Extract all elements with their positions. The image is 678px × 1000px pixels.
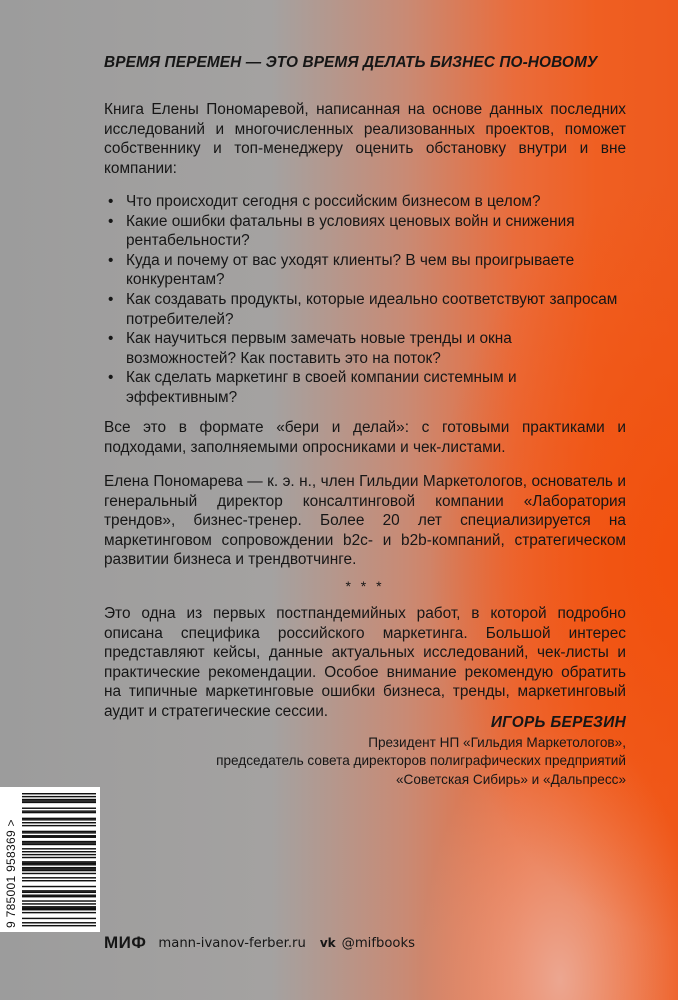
- barcode-bar: [22, 796, 96, 797]
- barcode-bar: [22, 822, 96, 823]
- reviewer-role-line: Президент НП «Гильдия Маркетологов»,: [368, 735, 626, 750]
- review-paragraph: Это одна из первых постпандемийных работ, в которой подробно описана специфика российского маркетинга. Большой интерес представляют кейсы, данные актуальных исследований, чек-листы и практические рекомендации. Особое внимание рекомендую обратить на типичные маркетинговые ошибки бизнеса, тренды, маркетинговый аудит и стратегические сессии.: [104, 605, 626, 720]
- barcode-bar: [22, 873, 96, 874]
- barcode-bar: [22, 844, 96, 845]
- bullet-dot: •: [108, 369, 114, 387]
- bullet-dot: •: [108, 193, 114, 210]
- barcode-bar: [22, 802, 96, 803]
- barcode-bar: [22, 799, 96, 800]
- barcode-bar: [22, 867, 96, 868]
- question-item: [104, 329, 626, 368]
- barcode-bar: [22, 863, 96, 864]
- barcode-bar: [22, 886, 96, 887]
- question-text: Как создавать продукты, которые идеально соответствуют запросам потребителей?: [126, 290, 618, 328]
- barcode-bar: [22, 868, 96, 869]
- author-paragraph: Елена Пономарева — к. э. н., член Гильдии Маркетологов, основатель и генеральный директор консалтинговой компании «Лаборатория трендов», бизнес-тренер. Более 20 лет специализируется на маркетинговом сопровождении b2c- и b2b-компаний, стратегическом развитии бизнеса и трендвотчинге.: [104, 473, 626, 569]
- publisher-logo: МИФ: [104, 933, 147, 952]
- barcode-bar: [22, 909, 96, 910]
- barcode-bar: [22, 890, 96, 891]
- isbn-barcode: [0, 787, 100, 932]
- question-list: [104, 192, 626, 408]
- bullet-dot: •: [108, 330, 114, 348]
- barcode-bar: [22, 808, 96, 809]
- question-item: [104, 192, 626, 212]
- format-paragraph: Все это в формате «бери и делай»: с готовыми практиками и подходами, заполняемыми опросниками и чек-листами.: [104, 419, 626, 456]
- barcode-bar: [22, 793, 96, 794]
- barcode-bar: [22, 877, 96, 878]
- publisher-url: mann-ivanov-ferber.ru: [158, 935, 306, 951]
- barcode-bar: [22, 848, 96, 849]
- barcode-bar: [22, 892, 96, 893]
- barcode-bar: [22, 800, 96, 801]
- barcode-bar: [22, 825, 96, 826]
- headline: ВРЕМЯ ПЕРЕМЕН — ЭТО ВРЕМЯ ДЕЛАТЬ БИЗНЕС ПО-НОВОМУ: [104, 54, 598, 71]
- intro-paragraph: Книга Елены Пономаревой, написанная на основе данных последних исследований и многочисленных реализованных проектов, поможет собственнику и топ-менеджеру оценить обстановку внутри и вне компании:: [104, 101, 626, 177]
- footer: [104, 931, 415, 955]
- reviewer-role-line: «Советская Сибирь» и «Дальпресс»: [395, 771, 626, 787]
- barcode-bar: [22, 832, 96, 833]
- barcode-bar: [22, 912, 96, 913]
- barcode-bar: [22, 925, 96, 926]
- barcode-bar: [22, 854, 96, 855]
- barcode-bar: [22, 831, 96, 832]
- barcode-bar: [22, 903, 96, 904]
- reviewer-name: ИГОРЬ БЕРЕЗИН: [490, 714, 626, 731]
- barcode-bar: [22, 918, 96, 919]
- question-item: [104, 251, 626, 290]
- barcode-bar: [22, 900, 96, 901]
- vk-icon: vk: [319, 936, 336, 950]
- barcode-digits: 9 785001 958369 >: [4, 819, 18, 928]
- barcode-bar: [22, 922, 96, 923]
- barcode-bar: [22, 841, 96, 842]
- bullet-dot: •: [108, 212, 114, 230]
- question-text: Что происходит сегодня с российским бизнесом в целом?: [126, 193, 541, 210]
- barcode-bar: [22, 880, 96, 881]
- question-text: Какие ошибки фатальны в условиях ценовых войн и снижения рентабельности?: [126, 212, 575, 250]
- barcode-bar: [22, 851, 96, 852]
- barcode-bar: [22, 812, 96, 813]
- barcode-bar: [22, 837, 96, 838]
- question-text: Как научиться первым замечать новые тренды и окна возможностей? Как поставить это на поток?: [126, 330, 512, 367]
- barcode-bar: [22, 857, 96, 858]
- barcode-bar: [22, 835, 96, 836]
- social-handle: @mifbooks: [341, 935, 415, 951]
- barcode-bar: [22, 818, 96, 819]
- question-item: [104, 368, 626, 407]
- question-item: [104, 290, 626, 329]
- barcode-bar: [22, 870, 96, 871]
- barcode-bar: [22, 908, 96, 909]
- barcode-bar: [22, 861, 96, 862]
- separator: * * *: [345, 578, 385, 594]
- barcode-bar: [22, 819, 96, 820]
- question-text: Как сделать маркетинг в своей компании системным и эффективным?: [126, 369, 517, 406]
- question-text: Куда и почему от вас уходят клиенты? В чем вы проигрываете конкурентам?: [126, 251, 575, 289]
- bullet-dot: •: [108, 290, 114, 308]
- bullet-dot: •: [108, 251, 114, 269]
- barcode-bar: [22, 864, 96, 865]
- barcode-bar: [22, 906, 96, 907]
- reviewer-role: [206, 734, 626, 789]
- question-item: [104, 212, 626, 251]
- barcode-bar: [22, 895, 96, 896]
- reviewer-role-line: председатель совета директоров полиграфических предприятий: [216, 753, 626, 769]
- barcode-bar: [22, 842, 96, 843]
- barcode-bar: [22, 810, 96, 811]
- barcode-bar: [22, 896, 96, 897]
